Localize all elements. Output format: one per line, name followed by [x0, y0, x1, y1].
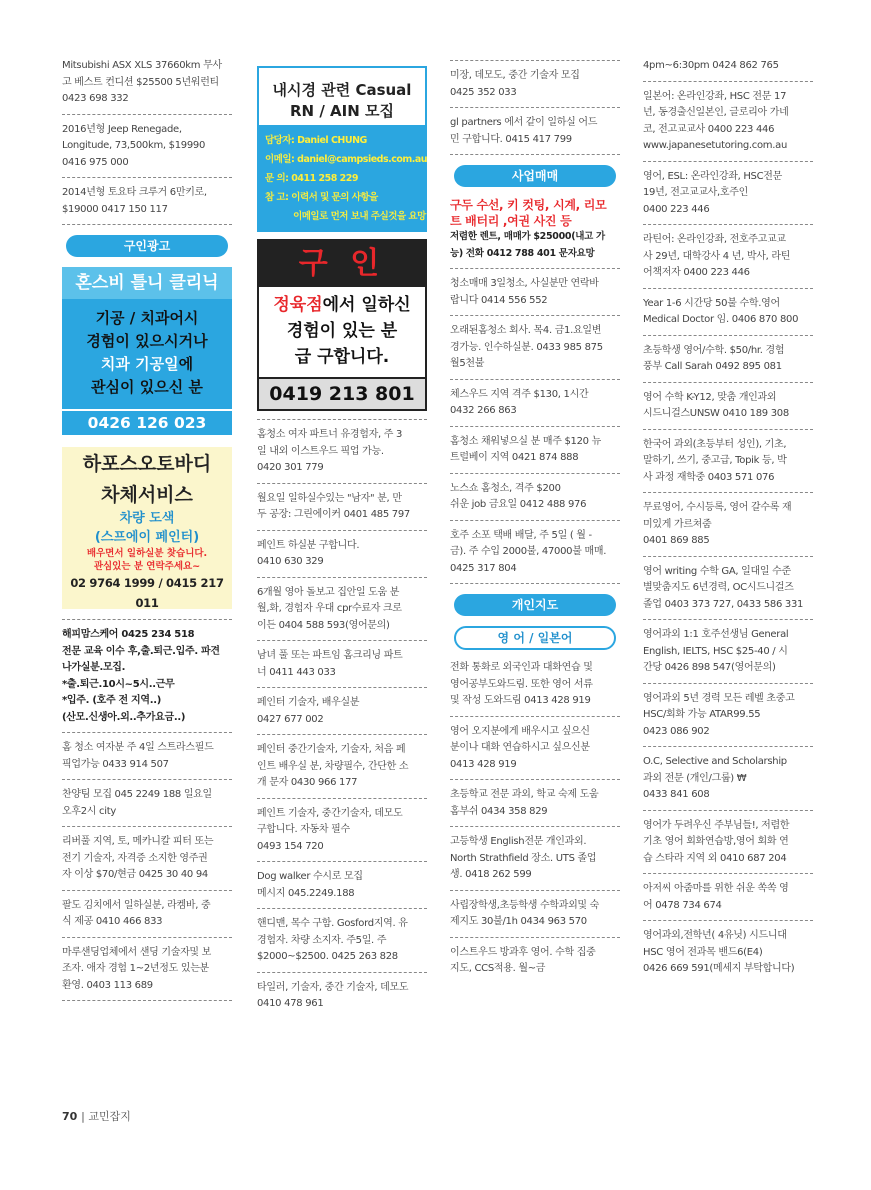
classified-ad: 전화 통화로 외국인과 대화연습 및 영어공부도와드림. 또한 영어 서류 및 작성 도와드림 0413 428 919	[450, 662, 593, 706]
classified-ad: 6개월 영아 돌보고 집안일 도움 분 월,화, 경험자 우대 cpr수료자 크로 이든 0404 588 593(영어문의)	[257, 586, 402, 631]
divider	[643, 224, 813, 225]
divider	[643, 161, 813, 162]
hiring-body	[259, 287, 425, 370]
classified-ad: 영어 수학 K-Y12, 맞춤 개인과외 시드니걸스UNSW 0410 189 308	[643, 391, 789, 419]
casual-contact-row: 문 의: 0411 258 229	[265, 173, 358, 184]
divider	[62, 937, 232, 938]
butcher-hiring-ad	[257, 239, 427, 411]
classified-ad: 남녀 풀 또는 파트임 홈크리닝 파트 너 0411 443 033	[257, 650, 403, 678]
classified-ad: gl partners 에서 같이 일하실 어드 민 구합니다. 0415 417 799	[450, 117, 598, 145]
column-4	[643, 58, 813, 978]
classified-ad: 청소매매 3일청소, 사실분만 연락바 랍니다 0414 556 552	[450, 278, 599, 306]
column-3	[450, 60, 620, 978]
business-headline: 구두 수선, 키 컷팅, 시계, 리모 트 배터리 ,여권 사진 등	[450, 198, 607, 228]
divider	[257, 419, 427, 420]
divider	[257, 687, 427, 688]
classified-ad: 타일러, 기술자, 중간 기술자, 데모도 0410 478 961	[257, 981, 409, 1009]
classified-ad: 라틴어: 온라인강좌, 전호주고교교 사 29년, 대학강사 4 년, 박사, 라틴 어책저자 0400 223 446	[643, 234, 791, 278]
denture-line: 경험이 있으시거나	[86, 332, 208, 350]
business-detail: 저렴한 렌트, 매매가 $25000(내고 가 능) 전화 0412 788 401 문자요망	[450, 231, 605, 259]
divider	[450, 826, 620, 827]
hiring-line: 경험이 있는 분	[286, 321, 398, 341]
classified-ad: 고등학생 English전문 개인과외. North Strathfield 장소. UTS 졸업 생. 0418 262 599	[450, 836, 597, 880]
classified-ad: 영어과외 1:1 호주선생님 General English, IELTS, HSC $25-40 / 시 간당 0426 898 547(영어문의)	[643, 629, 789, 673]
divider	[643, 683, 813, 684]
divider	[450, 60, 620, 61]
classified-ad: 월요일 일하실수있는 "남자" 분, 만 두 공장: 그린에이커 0401 485 797	[257, 492, 410, 520]
casual-contact-band	[259, 125, 428, 230]
divider	[450, 426, 620, 427]
divider	[643, 873, 813, 874]
divider	[62, 619, 232, 620]
divider	[257, 577, 427, 578]
section-header-tutoring: 개인지도	[454, 594, 616, 616]
divider	[257, 640, 427, 641]
classified-ad: 영어 writing 수학 GA, 일대일 수준 별맞춤지도 6년경력, OC시드니걸즈 졸업 0403 373 727, 0433 586 331	[643, 565, 804, 610]
body-shop-note: 관심있는 분 연락주세요~	[93, 561, 201, 572]
classified-ad: 오래된홈청소 회사. 목4. 금1.요일변 경가능. 인수하실분. 0433 985 875 월5천불	[450, 325, 603, 369]
classified-ad: 영어, ESL: 온라인강좌, HSC전문 19년, 전고교교사,호주인 0400 223 446	[643, 170, 782, 215]
classified-ad: 아저씨 아줌마를 위한 쉬운 쏙쏙 영 어 0478 734 674	[643, 883, 789, 911]
section-header-job: 구인광고	[66, 235, 228, 257]
casual-contact-row: 담당자: Daniel CHUNG	[265, 135, 367, 146]
classified-ad: 영어과외,전학년( 4유닛) 시드니대 HSC 영어 전과목 밴드6(E4) 0426 669 591(메세지 부탁합니다)	[643, 930, 795, 974]
hiring-line: 급 구합니다.	[294, 347, 390, 367]
classified-ad: Dog walker 수시로 모집 메시지 045.2249.188	[257, 871, 363, 899]
classified-ad: 한국어 과외(초등부터 성인), 기초, 말하기, 쓰기, 중고급, Topik 등, 박 사 과정 재학중 0403 571 076	[643, 438, 787, 483]
divider	[257, 972, 427, 973]
classified-ad: 일본어: 온라인강좌, HSC 전문 17 년, 동경출신일본인, 글로리아 가네 코, 전고교교사 0400 223 446 www.japanesetutoring.com.au	[643, 90, 789, 151]
denture-highlight: 치과 기공일	[100, 355, 179, 373]
classified-ad: 2014년형 토요타 크루거 6만키로, $19000 0417 150 117	[62, 187, 207, 215]
divider	[643, 81, 813, 82]
classified-ad: 초등학생 영어/수학. $50/hr. 경험 풍부 Call Sarah 0492 895 081	[643, 344, 785, 372]
column-2	[257, 66, 427, 1013]
denture-clinic-ad	[62, 267, 232, 435]
magazine-name: | 교민잡지	[81, 1110, 131, 1123]
divider	[643, 335, 813, 336]
body-shop-phone: 02 9764 1999 / 0415 217 011	[70, 576, 224, 610]
classified-ad: 2016년형 Jeep Renegade, Longitude, 73,500km, $19990 0416 975 000	[62, 123, 206, 168]
classified-ad: 영어 오지분에게 배우시고 싶으신 분이나 대화 연습하시고 싶으신분 0413 428 919	[450, 725, 590, 770]
divider	[450, 315, 620, 316]
classified-ad: 미장, 데모도, 중간 기술자 모집 0425 352 033	[450, 70, 580, 98]
divider	[257, 908, 427, 909]
section-header-business: 사업매매	[454, 165, 616, 187]
classified-ad: 4pm~6:30pm 0424 862 765	[643, 60, 779, 71]
divider	[450, 268, 620, 269]
denture-phone: 0426 126 023	[62, 409, 232, 435]
page-footer	[62, 1108, 131, 1124]
classified-ad: Mitsubishi ASX XLS 37660km 무사 고 베스트 컨디션 $25500 5년워런티 0423 698 332	[62, 60, 222, 104]
divider	[450, 779, 620, 780]
divider	[62, 890, 232, 891]
casual-title: 내시경 관련 Casual	[272, 81, 412, 99]
casual-contact-row: 이메일: daniel@campsieds.com.au	[265, 154, 428, 165]
divider	[257, 530, 427, 531]
hiring-line	[259, 292, 425, 318]
divider	[450, 716, 620, 717]
classified-ad: 팔도 김치에서 일하실분, 라켐바, 중 식 제공 0410 466 833	[62, 899, 211, 927]
classified-ad: 리버풀 지역, 토, 메카니칼 피터 또는 전기 기술자, 자격증 소지한 영주권 자 이상 $70/현금 0425 30 40 94	[62, 836, 214, 880]
divider	[643, 492, 813, 493]
divider	[450, 937, 620, 938]
casual-contact-row: 이메일로 먼저 보내 주실것을 요망	[265, 211, 426, 222]
hiring-banner	[259, 241, 425, 287]
denture-title: 혼스비 틀니 클리닉	[62, 267, 232, 299]
column-1	[62, 58, 232, 1008]
classified-ad: 사립장학생,초등학생 수학과외및 숙 제지도 30불/1h 0434 963 570	[450, 899, 600, 927]
subheader-english-japanese: 영 어 / 일본어	[454, 626, 616, 650]
classified-ad: 마루샌딩업체에서 샌딩 기술자및 보 조자. 애자 경험 1~2년정도 있는분 환영. 0403 113 689	[62, 946, 212, 991]
divider	[62, 732, 232, 733]
classified-ad: 해피맘스케어 0425 234 518 전문 교육 이수 후,출.퇴근.입주. 파견 나가실분.모집. *출.퇴근.10시~5시..근무 *입주. (호주 전 지역..) (산모.신생아.외..추가요금..)	[62, 629, 220, 723]
classified-ad: 페인터 중간기술자, 기술자, 처음 페 인트 배우실 분, 차량필수, 간단한 소 개 문자 0430 966 177	[257, 744, 409, 788]
classified-ad: 핸디맨, 목수 구함. Gosford지역. 유 경험자. 차량 소지자. 주5일. 주 $2000~$2500. 0425 263 828	[257, 918, 408, 962]
casual-title: RN / AIN 모집	[290, 102, 394, 120]
divider	[643, 920, 813, 921]
divider	[62, 826, 232, 827]
body-shop-note: 배우면서 일하실분 찾습니다.	[86, 548, 208, 559]
classified-ad: 페인트 하실분 구합니다. 0410 630 329	[257, 539, 360, 567]
classified-ad: 영어가 두려우신 주부님들!, 저렴한 기초 영어 회화연습방,영어 회화 연 습 스타라 지역 외 0410 687 204	[643, 819, 790, 864]
classified-ad: 노스쇼 홈청소, 격주 $200 쉬운 job 금요일 0412 488 976	[450, 482, 587, 510]
classified-ad: Year 1-6 시간당 50불 수학.영어 Medical Doctor 임. 0406 870 800	[643, 297, 799, 325]
classified-ad: 페인트 기술자, 중간기술자, 데모도 구합니다. 자동차 필수 0493 154 720	[257, 807, 403, 852]
divider	[62, 224, 232, 225]
divider	[643, 429, 813, 430]
divider	[450, 379, 620, 380]
classified-ad: 호주 소포 택배 배달, 주 5일 ( 월 - 금). 주 수입 2000불, 47000불 매매. 0425 317 804	[450, 529, 607, 574]
divider	[450, 520, 620, 521]
hiring-head: 구 인	[298, 246, 386, 281]
divider	[62, 1000, 232, 1001]
divider	[643, 810, 813, 811]
page-number: 70	[62, 1110, 78, 1123]
hiring-highlight: 정육점	[273, 295, 323, 315]
classified-ad: 홈청소 여자 파트너 유경험자, 주 3 일 내외 이스트우드 픽업 가능. 0420 301 779	[257, 429, 403, 473]
casual-rn-ad	[257, 66, 427, 232]
divider	[643, 382, 813, 383]
classified-ad: 이스트우드 방과후 영어. 수학 집중 지도, CCS적용. 월~금	[450, 946, 596, 974]
divider	[257, 734, 427, 735]
denture-line	[62, 353, 232, 376]
divider	[62, 114, 232, 115]
hiring-text: 에서 일하신	[322, 295, 411, 315]
divider	[62, 779, 232, 780]
divider	[450, 107, 620, 108]
denture-body	[62, 299, 232, 399]
body-shop-ad	[62, 447, 232, 609]
body-shop-sub: (스프에이 페인터)	[94, 530, 200, 545]
divider	[643, 556, 813, 557]
body-shop-title: 차체서비스	[101, 484, 193, 506]
classified-ad: 영어과외 5년 경력 모든 레벨 초중고 HSC/회화 가능 ATAR99.55 0423 086 902	[643, 692, 795, 737]
divider	[643, 746, 813, 747]
casual-contact-row: 참 고: 이력서 및 문의 사항을	[265, 192, 378, 203]
classified-ad: O.C, Selective and Scholarship 과외 전문 (개인/그룹) ₩ 0433 841 608	[643, 756, 787, 800]
denture-line: 관심이 있으신 분	[91, 378, 203, 396]
divider	[257, 798, 427, 799]
divider	[450, 473, 620, 474]
divider	[643, 288, 813, 289]
body-shop-title: 하포스오토바디	[82, 453, 212, 475]
divider	[450, 890, 620, 891]
classified-ad: 체스우드 지역 격주 $130, 1시간 0432 266 863	[450, 388, 589, 416]
divider	[450, 154, 620, 155]
classified-ad: 홈 청소 여자분 주 4일 스트라스필드 픽업가능 0433 914 507	[62, 742, 214, 770]
divider	[62, 177, 232, 178]
divider	[450, 583, 620, 584]
hiring-phone: 0419 213 801	[259, 377, 425, 409]
divider	[257, 483, 427, 484]
classified-ad: 찬양팀 모집 045 2249 188 일요일 오후2시 city	[62, 789, 212, 817]
classified-ad: 무료영어, 수시등록, 영어 갈수록 재 미있게 가르쳐줌 0401 869 885	[643, 502, 792, 546]
classified-ad: 초등학교 전문 과외, 학교 숙제 도움 홈부쉬 0434 358 829	[450, 789, 599, 817]
denture-line: 기공 / 치과어시	[95, 309, 199, 327]
divider	[643, 619, 813, 620]
body-shop-sub: 차량 도색	[119, 511, 175, 526]
denture-suffix: 에	[178, 355, 194, 373]
classified-ad: 홈청소 채워넣으실 분 매주 $120 뉴 트럴베이 지역 0421 874 888	[450, 435, 601, 463]
divider	[257, 861, 427, 862]
classified-ad: 페인터 기술자, 배우실분 0427 677 002	[257, 697, 360, 725]
